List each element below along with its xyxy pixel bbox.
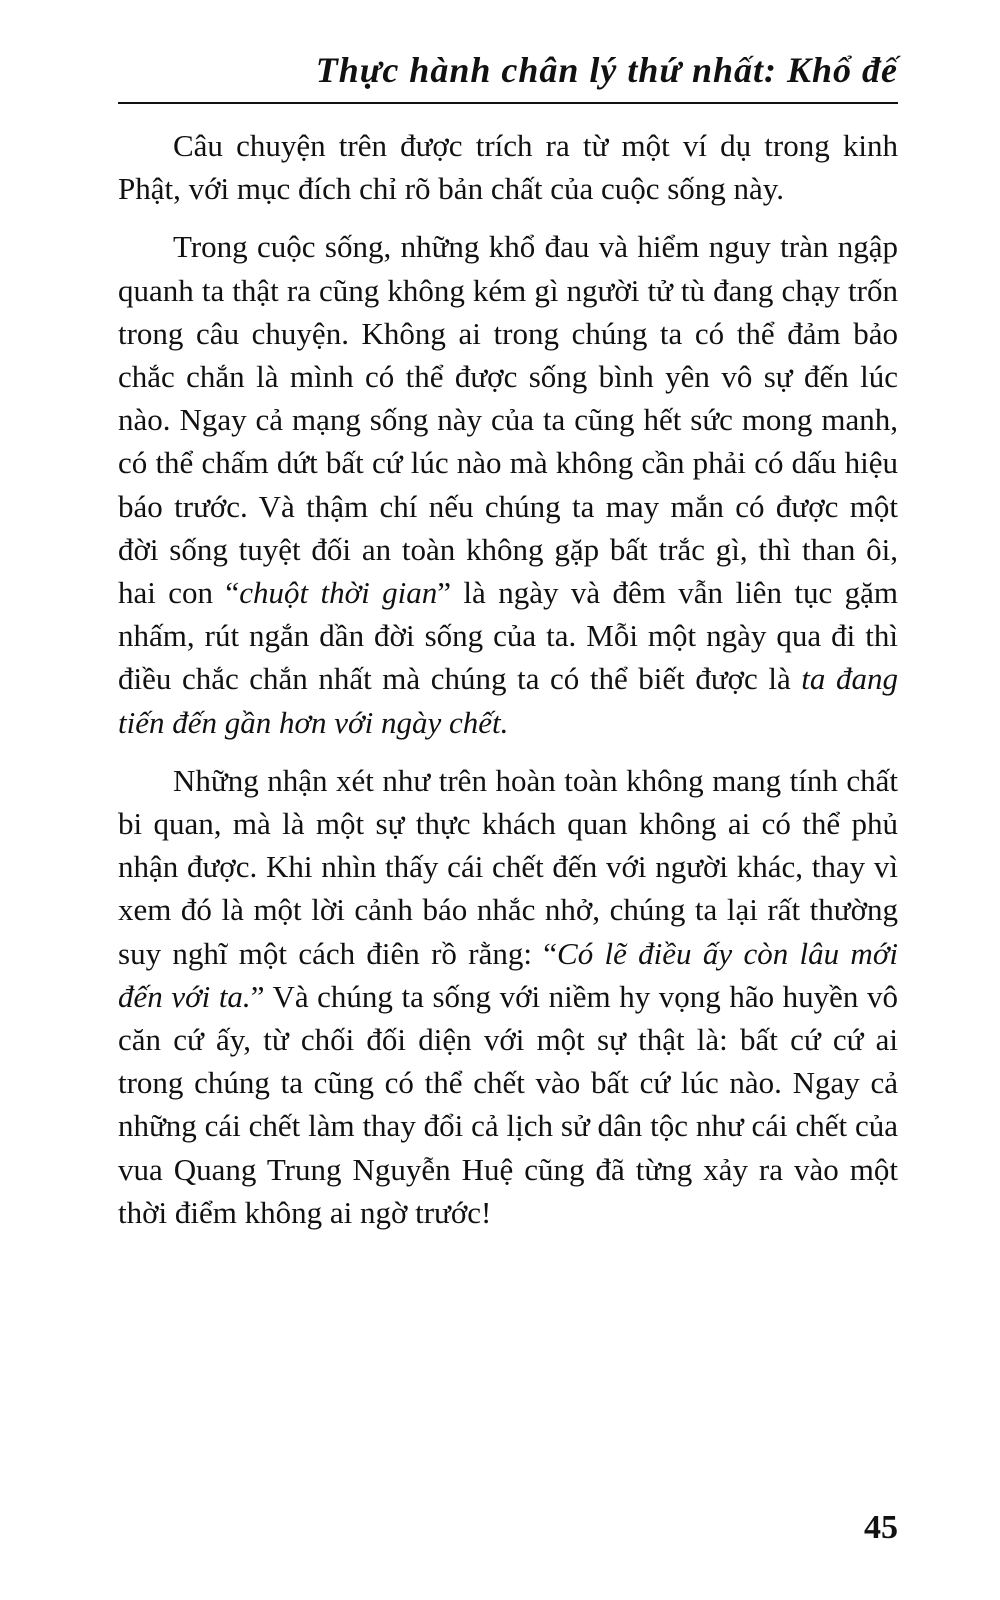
text-run: ” Và chúng ta sống với niềm hy vọng hão huyền vô căn cứ ấy, từ chối đối diện với một sự thật là: bất cứ cứ ai trong chúng ta cũng có thể chết vào bất cứ lúc nào. Ngay cả những cái chết làm thay đổi cả lịch sử dân tộc như cái chết của vua Quang Trung Nguyễn Huệ cũng đã từng xảy ra vào một thời điểm không ai ngờ trước!	[118, 978, 898, 1230]
body-text	[118, 124, 898, 1234]
text-run: Những nhận xét như trên hoàn toàn không mang tính chất bi quan, mà là một sự thực khách quan không ai có thể phủ nhận được. Khi nhìn thấy cái chết đến với người khác, thay vì xem đó là một lời cảnh báo nhắc nhở, chúng ta lại rất thường suy nghĩ một cách điên rồ rằng: “	[118, 762, 898, 971]
italic-text-run: Có lẽ điều ấy còn lâu mới đến với ta.	[118, 935, 898, 1014]
paragraph	[118, 759, 898, 1234]
text-run: Câu chuyện trên được trích ra từ một ví dụ trong kinh Phật, với mục đích chỉ rõ bản chất của cuộc sống này.	[118, 128, 898, 207]
header-rule	[118, 102, 898, 104]
paragraph	[118, 225, 898, 743]
text-run: Trong cuộc sống, những khổ đau và hiểm nguy tràn ngập quanh ta thật ra cũng không kém gì người tử tù đang chạy trốn trong câu chuyện. Không ai trong chúng ta có thể đảm bảo chắc chắn là mình có thể được sống bình yên vô sự đến lúc nào. Ngay cả mạng sống này của ta cũng hết sức mong manh, có thể chấm dứt bất cứ lúc nào mà không cần phải có dấu hiệu báo trước. Và thậm chí nếu chúng ta may mắn có được một đời sống tuyệt đối an toàn không gặp bất trắc gì, thì than ôi, hai con “	[118, 229, 898, 611]
running-header-title: Thực hành chân lý thứ nhất: Khổ đế	[315, 50, 898, 90]
italic-text-run: chuột thời gian	[239, 575, 438, 611]
page-number: 45	[864, 1509, 898, 1546]
text-run: ” là ngày và đêm vẫn liên tục gặm nhấm, rút ngắn dần đời sống của ta. Mỗi một ngày qua đi thì điều chắc chắn nhất mà chúng ta có thể biết được là	[118, 575, 898, 697]
paragraph	[118, 124, 898, 210]
italic-text-run: ta đang tiến đến gần hơn với ngày chết.	[118, 661, 898, 740]
